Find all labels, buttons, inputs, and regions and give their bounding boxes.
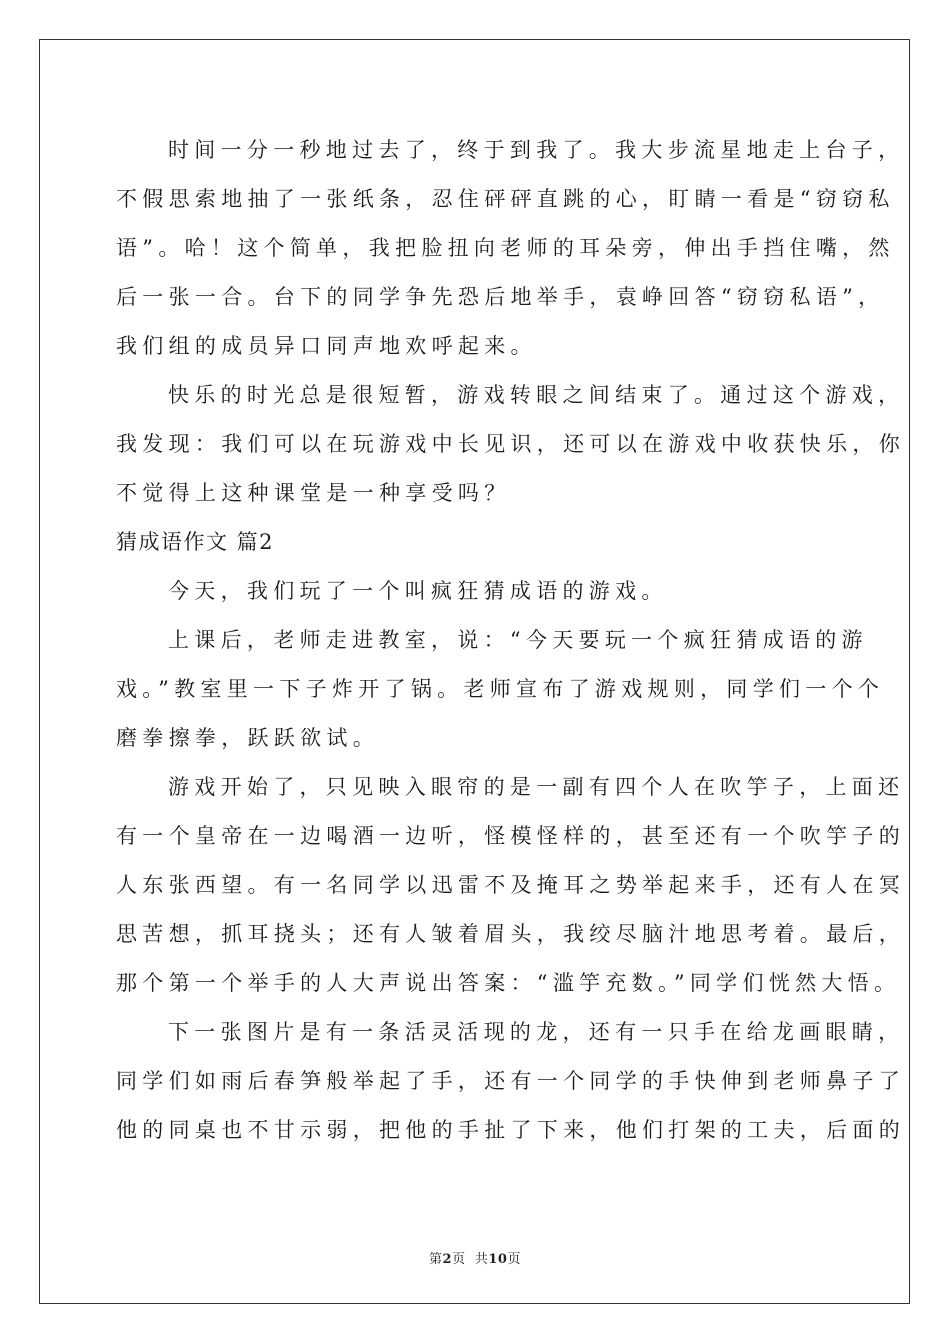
paragraph	[116, 763, 905, 1008]
text-line: 快乐的时光总是很短暂，游戏转眼之间结束了。通过这个游戏，	[168, 383, 905, 407]
text-line: 磨拳擦拳，跃跃欲试。	[116, 726, 379, 750]
text-line: 思苦想，抓耳挠头；还有人皱着眉头，我绞尽脑汁地思考着。最后，	[116, 922, 905, 946]
paragraph	[116, 371, 905, 518]
text-line: 语”。哈！这个简单，我把脸扭向老师的耳朵旁，伸出手挡住嘴，然	[116, 236, 895, 260]
section-heading: 猜成语作文 篇2	[116, 530, 275, 554]
text-line: 今天，我们玩了一个叫疯狂猜成语的游戏。	[168, 579, 668, 603]
text-line: 上课后，老师走进教室，说：“今天要玩一个疯狂猜成语的游	[168, 628, 868, 652]
text-line: 戏。”教室里一下子炸开了锅。老师宣布了游戏规则，同学们一个个	[116, 677, 885, 701]
text-line: 不觉得上这种课堂是一种享受吗？	[116, 481, 511, 505]
paragraph	[116, 567, 856, 616]
paragraph	[116, 1008, 905, 1155]
text-line: 后一张一合。台下的同学争先恐后地举手，袁峥回答“窃窃私语”，	[116, 285, 885, 309]
paragraph	[116, 616, 885, 763]
total-page-count: 10	[488, 1252, 508, 1267]
text-line: 同学们如雨后春笋般举起了手，还有一个同学的手快伸到老师鼻子了	[116, 1069, 905, 1093]
text-line: 那个第一个举手的人大声说出答案：“滥竽充数。”同学们恍然大悟。	[116, 971, 901, 995]
page-label-prefix: 第	[429, 1252, 443, 1267]
text-line: 时间一分一秒地过去了，终于到我了。我大步流星地走上台子，	[168, 138, 905, 162]
text-line: 不假思索地抽了一张纸条，忍住砰砰直跳的心，盯睛一看是“窃窃私	[116, 187, 895, 211]
text-line: 游戏开始了，只见映入眼帘的是一副有四个人在吹竽子，上面还	[168, 775, 905, 799]
text-line: 他的同桌也不甘示弱，把他的手扯了下来，他们打架的工夫，后面的	[116, 1118, 905, 1142]
page-label-mid: 页 共	[452, 1252, 489, 1267]
page-label-suffix: 页	[507, 1252, 521, 1267]
text-line: 我发现：我们可以在玩游戏中长见识，还可以在游戏中收获快乐，你	[116, 432, 905, 456]
paragraph	[116, 126, 905, 371]
text-line: 人东张西望。有一名同学以迅雷不及掩耳之势举起来手，还有人在冥	[116, 873, 905, 897]
text-line: 有一个皇帝在一边喝酒一边听，怪模怪样的，甚至还有一个吹竽子的	[116, 824, 905, 848]
text-line: 我们组的成员异口同声地欢呼起来。	[116, 334, 537, 358]
page-footer	[0, 1248, 950, 1267]
current-page-number: 2	[442, 1252, 453, 1267]
text-line: 下一张图片是有一条活灵活现的龙，还有一只手在给龙画眼睛，	[168, 1020, 905, 1044]
document-body	[116, 126, 905, 1155]
